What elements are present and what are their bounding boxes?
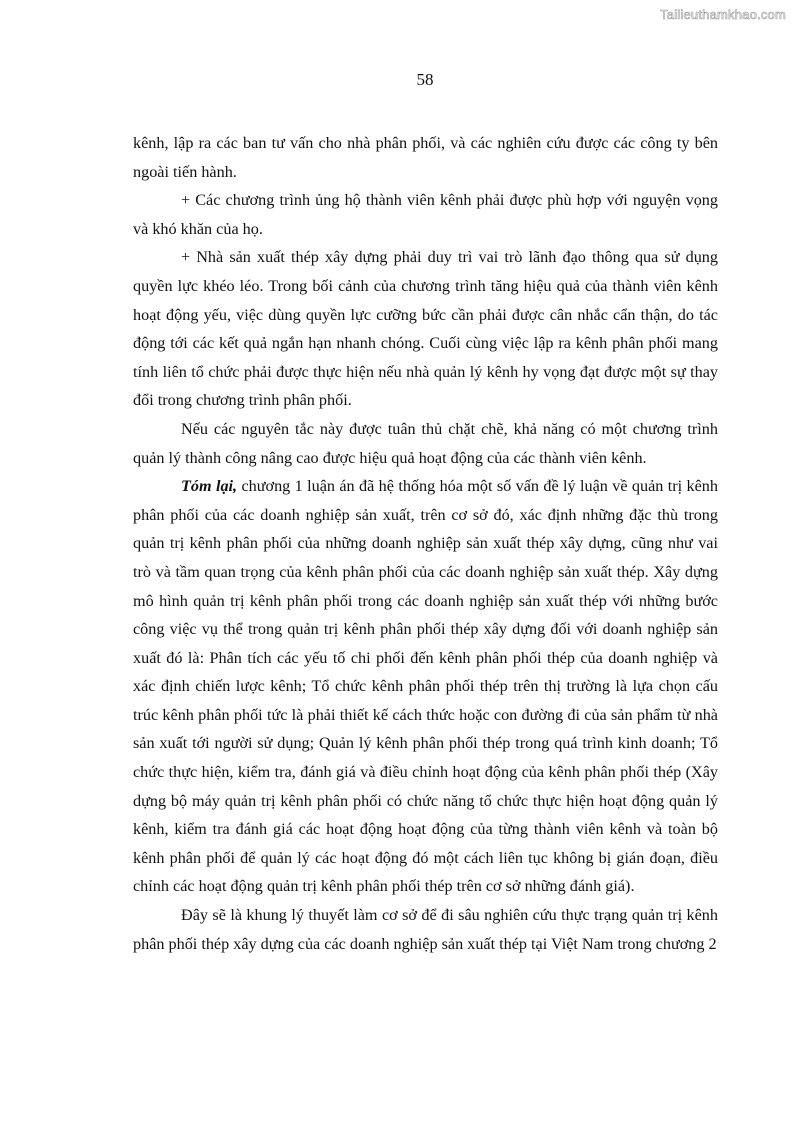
paragraph-6-text: Đây sẽ là khung lý thuyết làm cơ sở để đi sâu nghiên cứu thực trạng quản trị kênh phân phối thép xây dựng của các doanh nghiệp sản xuất thép tại Việt Nam trong chương 2 <box>133 906 718 953</box>
paragraph-5 <box>133 472 718 901</box>
paragraph-2-text: + Các chương trình ủng hộ thành viên kênh phải được phù hợp với nguyện vọng và khó khăn của họ. <box>133 191 718 238</box>
paragraph-4 <box>133 415 718 472</box>
paragraph-1 <box>133 129 718 186</box>
paragraph-3 <box>133 243 718 415</box>
paragraph-6 <box>133 901 718 958</box>
page-body <box>133 129 718 958</box>
paragraph-4-text: Nếu các nguyên tắc này được tuân thủ chặt chẽ, khả năng có một chương trình quản lý thành công nâng cao được hiệu quả hoạt động của các thành viên kênh. <box>133 419 718 467</box>
paragraph-5-lead: Tóm lại, <box>181 477 238 496</box>
paragraph-1-text: kênh, lập ra các ban tư vấn cho nhà phân phối, và các nghiên cứu được các công ty bên ngoài tiến hành. <box>133 134 718 181</box>
page-number: 58 <box>416 70 434 89</box>
paragraph-2 <box>133 186 718 243</box>
paragraph-3-text: + Nhà sản xuất thép xây dựng phải duy trì vai trò lãnh đạo thông qua sử dụng quyền lực khéo léo. Trong bối cảnh của chương trình tăng hiệu quả của thành viên kênh hoạt động yếu, việc dùng quyền lực cưỡng bức cần phải được cân nhắc cẩn thận, do tác động tới các kết quả ngắn hạn nhanh chóng. Cuối cùng việc lập ra kênh phân phối mang tính liên tổ chức phải được thực hiện nếu nhà quản lý kênh hy vọng đạt được một sự thay đổi trong chương trình phân phối. <box>133 248 718 410</box>
paragraph-5-text: chương 1 luận án đã hệ thống hóa một số vấn đề lý luận về quản trị kênh phân phối của các doanh nghiệp sản xuất, trên cơ sở đó, xác định những đặc thù trong quản trị kênh phân phối của những doanh nghiệp sản xuất thép xây dựng, cũng như vai trò và tầm quan trọng của kênh phân phối của các doanh nghiệp sản xuất thép. Xây dựng mô hình quản trị kênh phân phối trong các doanh nghiệp sản xuất thép với những bước công việc vụ thể trong quản trị kênh phân phối thép xây dựng đối với doanh nghiệp sản xuất đó là: Phân tích các yếu tố chi phối đến kênh phân phối thép của doanh nghiệp và xác định chiến lược kênh; Tổ chức kênh phân phối thép trên thị trường là lựa chọn cấu trúc kênh phân phối tức là phải thiết kế cách thức hoặc con đường đi của sản phẩm từ nhà sản xuất tới người sử dụng; Quản lý kênh phân phối thép trong quá trình kinh doanh; Tổ chức thực hiện, kiểm tra, đánh giá và điều chỉnh hoạt động của kênh phân phối thép (Xây dựng bộ máy quản trị kênh phân phối có chức năng tổ chức thực hiện hoạt động quản lý kênh, kiểm tra đánh giá các hoạt động hoạt động của từng thành viên kênh và toàn bộ kênh phân phối để quản lý các hoạt động đó một cách liên tục không bị gián đoạn, điều chỉnh các hoạt động quản trị kênh phân phối thép trên cơ sở những đánh giá). <box>133 477 718 896</box>
watermark: Tailieuthamkhao.com <box>660 7 786 22</box>
